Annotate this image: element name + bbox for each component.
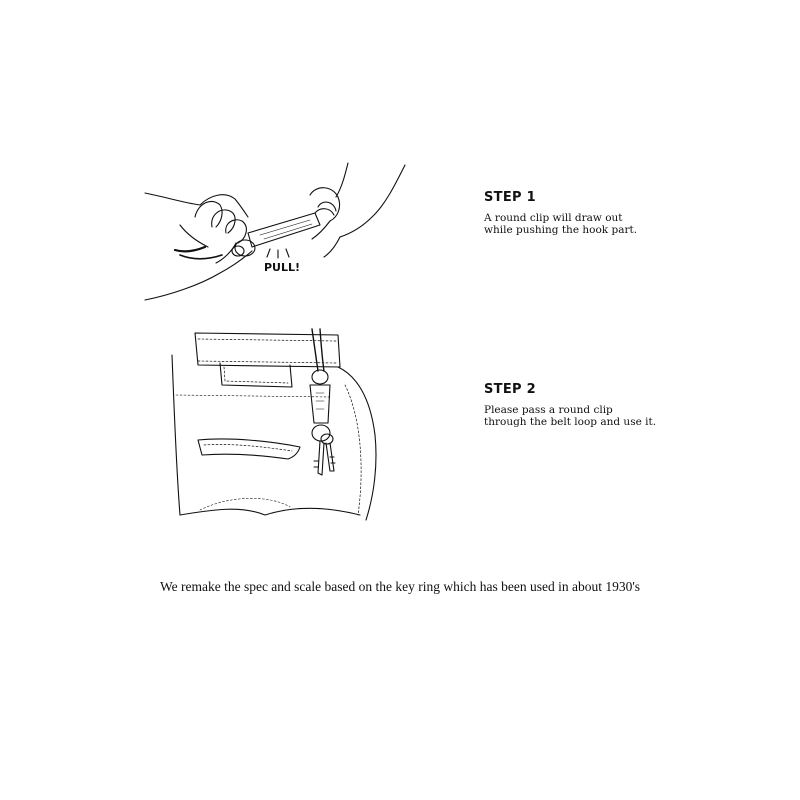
step-1-description xyxy=(484,212,637,236)
step-2-line-2: through the belt loop and use it. xyxy=(484,416,657,428)
step-1-line-1: A round clip will draw out xyxy=(484,212,623,224)
step-1-title: STEP 1 xyxy=(484,190,537,205)
step-2-line-1: Please pass a round clip xyxy=(484,404,613,416)
hands-pulling-key-ring-icon xyxy=(140,155,410,305)
step-2-description xyxy=(484,404,656,428)
pull-label: PULL! xyxy=(264,261,301,274)
footer-caption: We remake the spec and scale based on the key ring which has been used in about 1930's xyxy=(159,579,641,594)
step-1-line-2: while pushing the hook part. xyxy=(484,224,638,236)
key-ring-on-belt-loop-icon xyxy=(170,325,385,530)
step-2-title: STEP 2 xyxy=(484,382,537,397)
